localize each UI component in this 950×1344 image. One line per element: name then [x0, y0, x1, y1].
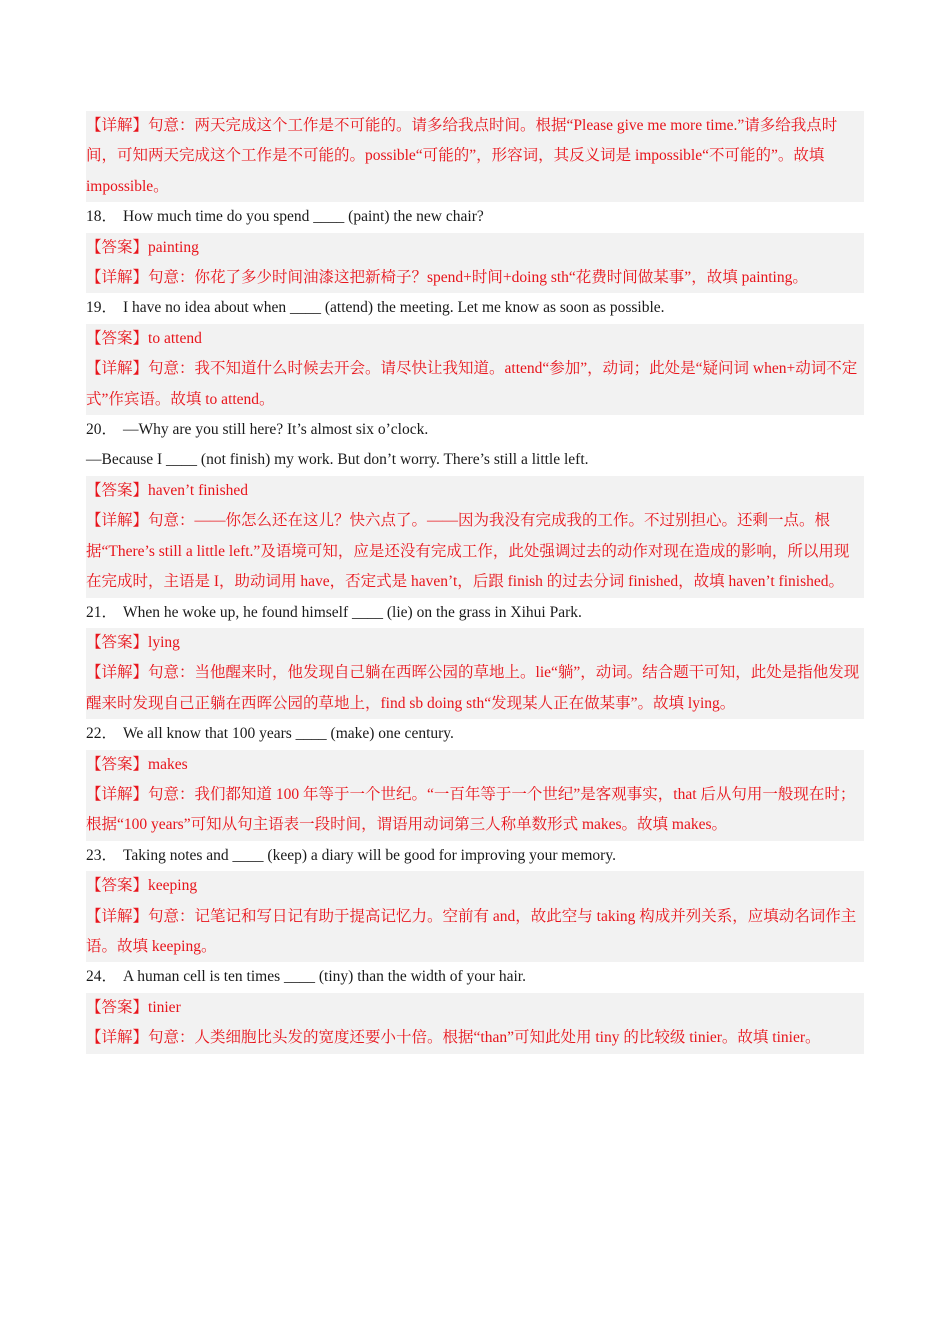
question-text: —Because I ____ (not finish) my work. But don’t worry. There’s still a little left. — [86, 451, 589, 469]
answer-value: to attend — [148, 329, 202, 347]
question-number: 20． — [86, 421, 118, 439]
answer-box — [86, 628, 864, 719]
answer-line — [86, 476, 864, 506]
detail-body: 句意：你花了多少时间油漆这把新椅子？spend+时间+doing sth“花费时间做某事”，故填 painting。 — [148, 269, 808, 287]
question-block — [86, 293, 864, 415]
detail-body: 句意：我们都知道 100 年等于一个世纪。“一百年等于一个世纪”是客观事实，that 后从句用一般现在时；根据“100 years”可知从句主语表一段时间，谓语用动词第三人称单数形式 makes。故填 makes。 — [86, 785, 856, 834]
question-stem — [86, 598, 864, 628]
question-stem — [86, 719, 864, 749]
answer-line — [86, 324, 864, 354]
question-stem — [86, 841, 864, 871]
detail-body: 句意：两天完成这个工作是不可能的。请多给我点时间。根据“Please give me more time.”请多给我点时间，可知两天完成这个工作是不可能的。possible“可能的”，形容词，其反义词是 impossible“不可能的”。故填 impossible。 — [86, 117, 838, 195]
answer-value: tinier — [148, 998, 181, 1016]
question-number: 23． — [86, 846, 118, 864]
intro-explanation-box — [86, 111, 864, 202]
question-text: —Why are you still here? It’s almost six o’clock. — [123, 421, 429, 439]
detail-tag: 【详解】 — [86, 907, 149, 925]
answer-line — [86, 993, 864, 1023]
explanation-text — [86, 354, 864, 415]
question-number: 22． — [86, 725, 118, 743]
question-block — [86, 415, 864, 597]
question-block — [86, 598, 864, 720]
explanation-text — [86, 780, 864, 841]
question-text: Taking notes and ____ (keep) a diary will be good for improving your memory. — [123, 846, 616, 864]
question-text: We all know that 100 years ____ (make) one century. — [123, 725, 454, 743]
detail-tag: 【详解】 — [86, 785, 149, 803]
answer-box — [86, 750, 864, 841]
explanation-text — [86, 902, 864, 963]
question-stem — [86, 962, 864, 992]
answer-tag: 【答案】 — [86, 481, 149, 499]
question-text: A human cell is ten times ____ (tiny) than the width of your hair. — [123, 968, 526, 986]
detail-body: 句意：人类细胞比头发的宽度还要小十倍。根据“than”可知此处用 tiny 的比较级 tinier。故填 tinier。 — [148, 1029, 821, 1047]
question-block — [86, 841, 864, 963]
explanation-text — [86, 1023, 864, 1053]
answer-value: keeping — [148, 877, 198, 895]
question-text: I have no idea about when ____ (attend) the meeting. Let me know as soon as possible. — [123, 299, 665, 317]
answer-tag: 【答案】 — [86, 755, 149, 773]
detail-tag: 【详解】 — [86, 512, 149, 530]
answer-box — [86, 993, 864, 1054]
answer-box — [86, 233, 864, 294]
explanation-text — [86, 263, 864, 293]
answer-line — [86, 233, 864, 263]
question-number: 21． — [86, 603, 118, 621]
explanation-text — [86, 506, 864, 597]
explanation-text — [86, 111, 864, 202]
detail-body: 句意：当他醒来时，他发现自己躺在西晖公园的草地上。lie“躺”，动词。结合题干可知，此处是指他发现醒来时发现自己正躺在西晖公园的草地上，find sb doing sth“发现某人正在做某事”。故填 lying。 — [86, 664, 860, 712]
question-block — [86, 962, 864, 1053]
answer-line — [86, 871, 864, 901]
detail-tag: 【详解】 — [86, 1029, 149, 1047]
question-text: How much time do you spend ____ (paint) the new chair? — [123, 208, 484, 226]
answer-value: makes — [148, 755, 188, 773]
answer-value: haven’t finished — [148, 481, 249, 499]
question-number: 18． — [86, 208, 118, 226]
detail-tag: 【详解】 — [86, 360, 149, 378]
answer-value: painting — [148, 238, 199, 256]
answer-line — [86, 628, 864, 658]
detail-body: 句意：记笔记和写日记有助于提高记忆力。空前有 and，故此空与 taking 构成并列关系，应填动名词作主语。故填 keeping。 — [86, 907, 857, 955]
document-page — [86, 111, 864, 1054]
question-stem — [86, 202, 864, 232]
question-stem — [86, 415, 864, 445]
answer-tag: 【答案】 — [86, 633, 149, 651]
explanation-text — [86, 658, 864, 719]
detail-body: 句意：我不知道什么时候去开会。请尽快让我知道。attend“参加”，动词；此处是“疑问词 when+动词不定式”作宾语。故填 to attend。 — [86, 360, 858, 408]
question-stem-line-2 — [86, 445, 864, 475]
answer-tag: 【答案】 — [86, 238, 149, 256]
question-block — [86, 719, 864, 841]
answer-tag: 【答案】 — [86, 877, 149, 895]
question-text: When he woke up, he found himself ____ (lie) on the grass in Xihui Park. — [123, 603, 582, 621]
answer-value: lying — [148, 633, 180, 651]
answer-line — [86, 750, 864, 780]
question-stem — [86, 293, 864, 323]
question-number: 24． — [86, 968, 118, 986]
question-block — [86, 202, 864, 293]
answer-tag: 【答案】 — [86, 329, 149, 347]
answer-box — [86, 476, 864, 598]
detail-body: 句意：——你怎么还在这儿？快六点了。——因为我没有完成我的工作。不过别担心。还剩一点。根据“There’s still a little left.”及语境可知，应是还没有完成工作，此处强调过去的动作对现在造成的影响，所以用现在完成时，主语是 I，助动词用 have，否定式是 haven’t，后跟 finish 的过去分词 finished，故填 haven’t finished。 — [86, 512, 850, 591]
answer-box — [86, 871, 864, 962]
detail-tag: 【详解】 — [86, 269, 149, 287]
answer-tag: 【答案】 — [86, 998, 149, 1016]
detail-tag: 【详解】 — [86, 117, 149, 134]
question-number: 19． — [86, 299, 118, 317]
answer-box — [86, 324, 864, 415]
detail-tag: 【详解】 — [86, 664, 149, 682]
